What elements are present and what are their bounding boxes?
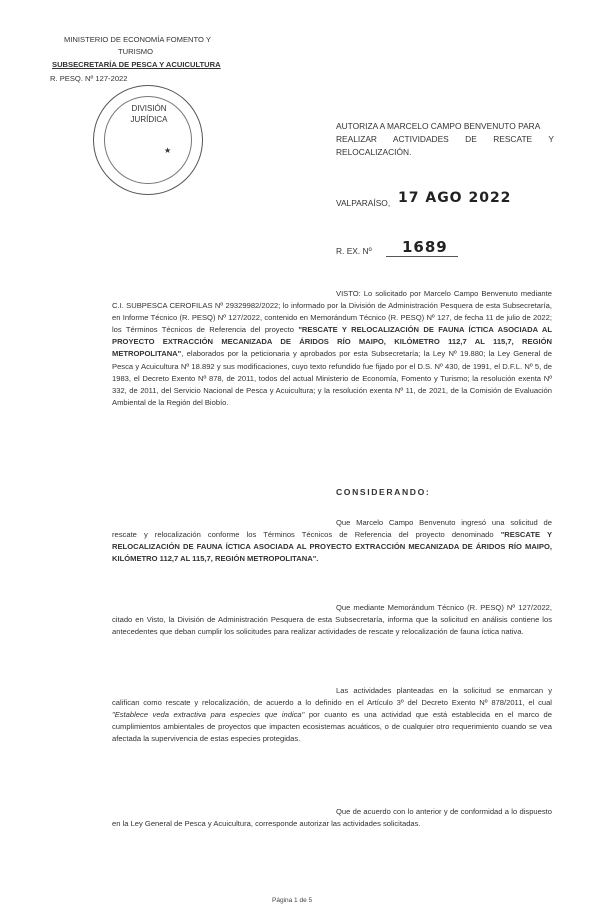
- resolution-number-line: [386, 256, 458, 257]
- resolution-label: R. EX. Nº: [336, 246, 372, 256]
- header-file-ref: R. PESQ. Nº 127-2022: [50, 74, 128, 83]
- reference-line-2: REALIZAR ACTIVIDADES DE RESCATE Y: [336, 134, 554, 144]
- considerando-3: [112, 685, 552, 745]
- division-stamp: [93, 85, 203, 195]
- stamp-line-2: JURÍDICA: [130, 115, 168, 124]
- considerando-4-text: Que de acuerdo con lo anterior y de conformidad a lo dispuesto en la Ley General de Pesca y Acuicultura, corresponde autorizar las actividades solicitadas.: [112, 807, 552, 829]
- considerando-3-decree-title: "Establece veda extractiva para especies que indica": [112, 710, 305, 720]
- considerando-1: [112, 517, 552, 565]
- considerando-heading: CONSIDERANDO:: [336, 487, 431, 497]
- reference-line-1: AUTORIZA A MARCELO CAMPO BENVENUTO PARA: [336, 121, 541, 131]
- considerando-3-text-1: Las actividades planteadas en la solicitud se enmarcan y califican como rescate y relocalización, de acuerdo a lo definido en el Artículo 3º del Decreto Exento Nº 878/2011, el cual: [112, 686, 552, 708]
- considerando-1-project-title: "RESCATE Y RELOCALIZACIÓN DE FAUNA ÍCTICA ASOCIADA AL PROYECTO EXTRACCIÓN MECANIZADA DE ÁRIDOS RÍO MAIPO, KILÓMETRO 112,7 AL 115,7, REGIÓN METROPOLITANA".: [112, 530, 553, 564]
- considerando-2-text: Que mediante Memorándum Técnico (R. PESQ) Nº 127/2022, citado en Visto, la División de Administración Pesquera de esta Subsecretaría, informa que la solicitud en análisis contiene los antecedentes que deban cumplir los solicitudes para realizar actividades de rescate y relocalización de fauna íctica nativa.: [112, 603, 552, 637]
- header-subsecretaria: SUBSECRETARÍA DE PESCA Y ACUICULTURA: [52, 60, 221, 69]
- reference-line-3: RELOCALIZACIÓN.: [336, 147, 412, 157]
- resolution-date: 17 AGO 2022: [398, 190, 512, 206]
- header-ministry-cont: TURISMO: [118, 47, 154, 56]
- resolution-number: 1689: [402, 238, 448, 256]
- visto-text-2: , elaborados por la peticionaria y aprobados por esta Subsecretaría; la Ley Nº 19.880; la Ley General de Pesca y Acuicultura Nº 18.892 y sus modificaciones, cuyo texto refundido fue fijado por el D.S. Nº 430, de 1991, el D.F.L. Nº 5, de 1983, el Decreto Exento Nº 878, de 2011, todos del actual Ministerio de Economía, Fomento y Turismo; la resolución exenta Nº 332, de 2011, del Servicio Nacional de Pesca y Acuicultura; y la resolución exenta Nº 11, de 2021, de la Comisión de Evaluación Ambiental de la Región del Biobío.: [112, 349, 552, 407]
- visto-text-1: VISTO: Lo solicitado por Marcelo Campo Benvenuto mediante C.I. SUBPESCA CEROFILAS Nº 29329982/2022; lo informado por la División de Administración Pesquera de esta Subsecretaría, en Informe Técnico (R. PESQ) Nº 127/2022, contenido en Memorándum Técnico (R. PESQ) Nº 127, de fecha 11 de julio de 2022; los Términos Técnicos de Referencia del proyecto: [112, 289, 552, 335]
- place-city: VALPARAÍSO,: [336, 198, 391, 208]
- star-icon: ★: [164, 146, 172, 155]
- stamp-line-1: DIVISIÓN: [131, 104, 167, 113]
- considerando-1-text: Que Marcelo Campo Benvenuto ingresó una solicitud de rescate y relocalización conforme los Términos Técnicos de Referencia del proyecto denominado: [112, 518, 552, 540]
- considerando-4: [112, 806, 552, 830]
- page-number: Página 1 de 5: [272, 897, 313, 904]
- considerando-2: [112, 602, 552, 638]
- header-ministry: MINISTERIO DE ECONOMÍA FOMENTO Y: [64, 35, 211, 44]
- visto-paragraph: [112, 288, 552, 409]
- visto-project-title: "RESCATE Y RELOCALIZACIÓN DE FAUNA ÍCTICA ASOCIADA AL PROYECTO EXTRACCIÓN MECANIZADA DE ÁRIDOS RÍO MAIPO, KILÓMETRO 112,7 AL 115,7, REGIÓN METROPOLITANA": [112, 325, 552, 359]
- considerando-3-text-2: por cuanto es una actividad que está establecida en el marco de cumplimientos ambientales de proyectos que impacten ecosistemas acuáticos, o de cualquier otro requerimiento cuando se vea afectada la supervivencia de estas especies protegidas.: [112, 710, 552, 744]
